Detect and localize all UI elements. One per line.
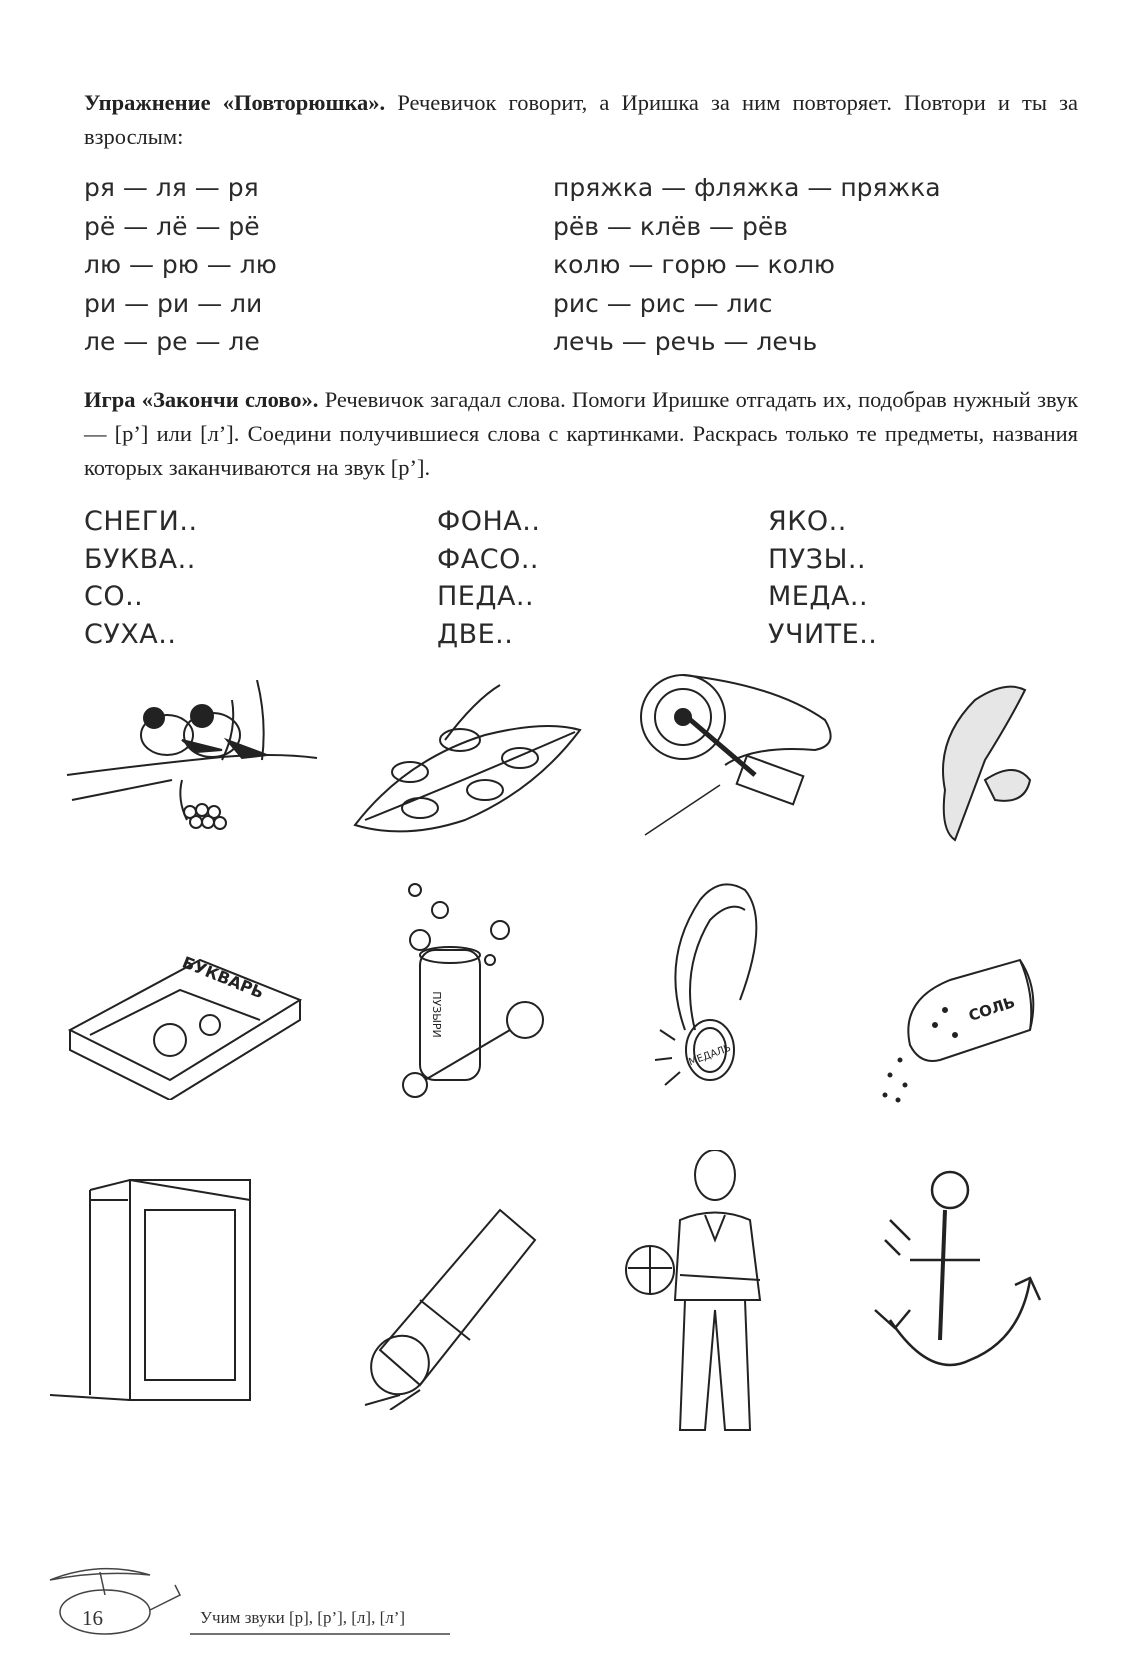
medal-label: МЕДАЛЬ <box>687 1042 733 1069</box>
unfinished-word: ПЕДА.. <box>437 581 535 612</box>
unfinished-word: СУХА.. <box>84 618 177 650</box>
word-row: рис — рис — лис <box>553 288 773 318</box>
game-text: Речевичок загадал слова. Помоги Иришке отгадать их, подобрав нужный звук — [р’] или [л’]. Соедини получившиеся слова с картинками. Раскрась только те предметы, названия которых заканчиваются на звук [р’]. <box>84 387 1078 480</box>
word-row: пряжка — фляжка — пряжка <box>553 173 941 202</box>
word-column-3 <box>768 503 877 653</box>
teacher-picture[interactable] <box>620 1150 790 1440</box>
syllable-row: лю — рю — лю <box>84 250 277 279</box>
unfinished-word: БУКВА.. <box>84 543 196 575</box>
syllable-row: ле — ре — ле <box>84 327 260 356</box>
word-row: рёв — клёв — рёв <box>553 211 788 241</box>
bullfinches-picture[interactable] <box>62 680 322 850</box>
unfinished-word: ФАСО.. <box>437 543 539 575</box>
game-intro <box>84 383 1078 485</box>
unfinished-word: СО.. <box>84 581 144 612</box>
word-row: лечь — речь — лечь <box>553 327 818 356</box>
spoon-shaped-sponge-picture[interactable] <box>915 680 1055 850</box>
unfinished-word: ЯКО.. <box>768 506 847 537</box>
flashlight-picture[interactable] <box>360 1180 550 1410</box>
syllable-row: рё — лё — рё <box>84 211 260 241</box>
word-row: колю — горю — колю <box>553 250 835 279</box>
jar-label: ПУЗЫРИ <box>429 991 443 1038</box>
salt-label: СОЛЬ <box>966 993 1018 1025</box>
book-label: БУКВАРЬ <box>179 952 267 1003</box>
syllables-column <box>84 169 277 362</box>
exercise-text: Речевичок говорит, а Иришка за ним повторяет. Повтори и ты за взрослым: <box>84 90 1078 149</box>
syllable-row: ря — ля — ря <box>84 173 259 202</box>
door-picture[interactable] <box>50 1170 260 1410</box>
beans-picture[interactable] <box>345 680 595 850</box>
unfinished-word: ФОНА.. <box>437 506 541 537</box>
exercise-intro <box>84 86 1078 154</box>
game-title: Игра «Закончи слово». <box>84 387 319 412</box>
unfinished-word: СНЕГИ.. <box>84 506 198 537</box>
word-column-2 <box>437 503 540 653</box>
word-column-1 <box>84 503 198 653</box>
page-number: 16 <box>82 1606 103 1630</box>
alphabet-book-picture[interactable] <box>60 950 310 1100</box>
unfinished-word: МЕДА.. <box>768 581 869 612</box>
footer-title: Учим звуки [р], [р’], [л], [л’] <box>200 1608 406 1627</box>
unfinished-word: ДВЕ.. <box>437 618 514 650</box>
page-footer <box>40 1560 470 1640</box>
anchor-picture[interactable] <box>870 1160 1050 1390</box>
words-column <box>553 169 941 362</box>
salt-shaker-picture[interactable] <box>870 950 1050 1110</box>
pedal-picture[interactable] <box>625 665 855 855</box>
syllable-row: ри — ри — ли <box>84 288 263 318</box>
medal-picture[interactable] <box>650 880 800 1090</box>
unfinished-word: УЧИТЕ.. <box>768 618 878 650</box>
unfinished-word: ПУЗЫ.. <box>768 543 867 575</box>
exercise-title: Упражнение «Повторюшка». <box>84 90 386 115</box>
soap-bubbles-picture[interactable] <box>385 880 555 1110</box>
